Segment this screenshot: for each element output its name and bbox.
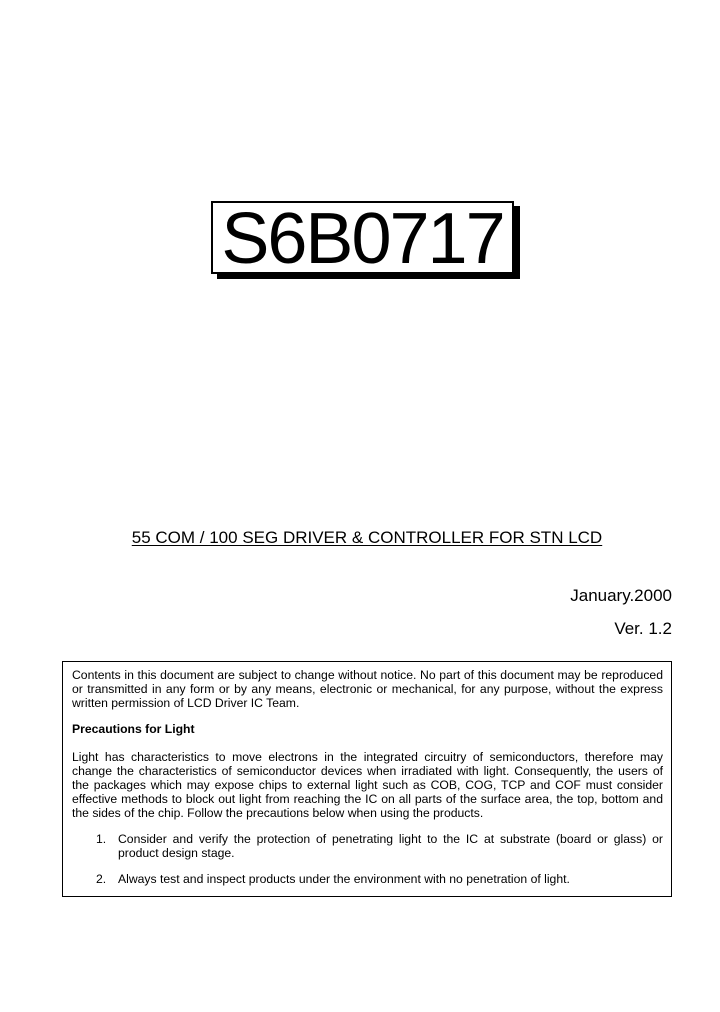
list-item-text: Consider and verify the protection of penetrating light to the IC at substrate (board or glass) or product design stage. — [118, 832, 663, 860]
precautions-list — [72, 832, 663, 886]
document-title: S6B0717 — [221, 198, 504, 279]
precautions-paragraph: Light has characteristics to move electrons in the integrated circuitry of semiconductors, therefore may change the characteristics of semiconductor devices when irradiated with light. Consequently, the users of the packages which may expose chips to external light such as COB, COG, TCP and COF must consider effective methods to block out light from reaching the IC on all parts of the surface area, the top, bottom and the sides of the chip. Follow the precautions below when using the products. — [72, 750, 663, 820]
document-version: Ver. 1.2 — [614, 619, 672, 638]
document-subtitle: 55 COM / 100 SEG DRIVER & CONTROLLER FOR STN LCD — [131, 528, 603, 547]
list-item — [72, 872, 663, 886]
notice-box — [62, 661, 672, 897]
list-item-number: 2. — [96, 872, 107, 886]
list-item-text: Always test and inspect products under the environment with no penetration of light. — [118, 872, 570, 886]
legal-notice: Contents in this document are subject to change without notice. No part of this document may be reproduced or transmitted in any form or by any means, electronic or mechanical, for any purpose, without the express written permission of LCD Driver IC Team. — [72, 668, 663, 710]
list-item — [72, 832, 663, 860]
title-box — [211, 198, 514, 279]
precautions-heading: Precautions for Light — [72, 722, 195, 736]
document-date: January.2000 — [570, 586, 672, 605]
list-item-number: 1. — [96, 832, 107, 846]
